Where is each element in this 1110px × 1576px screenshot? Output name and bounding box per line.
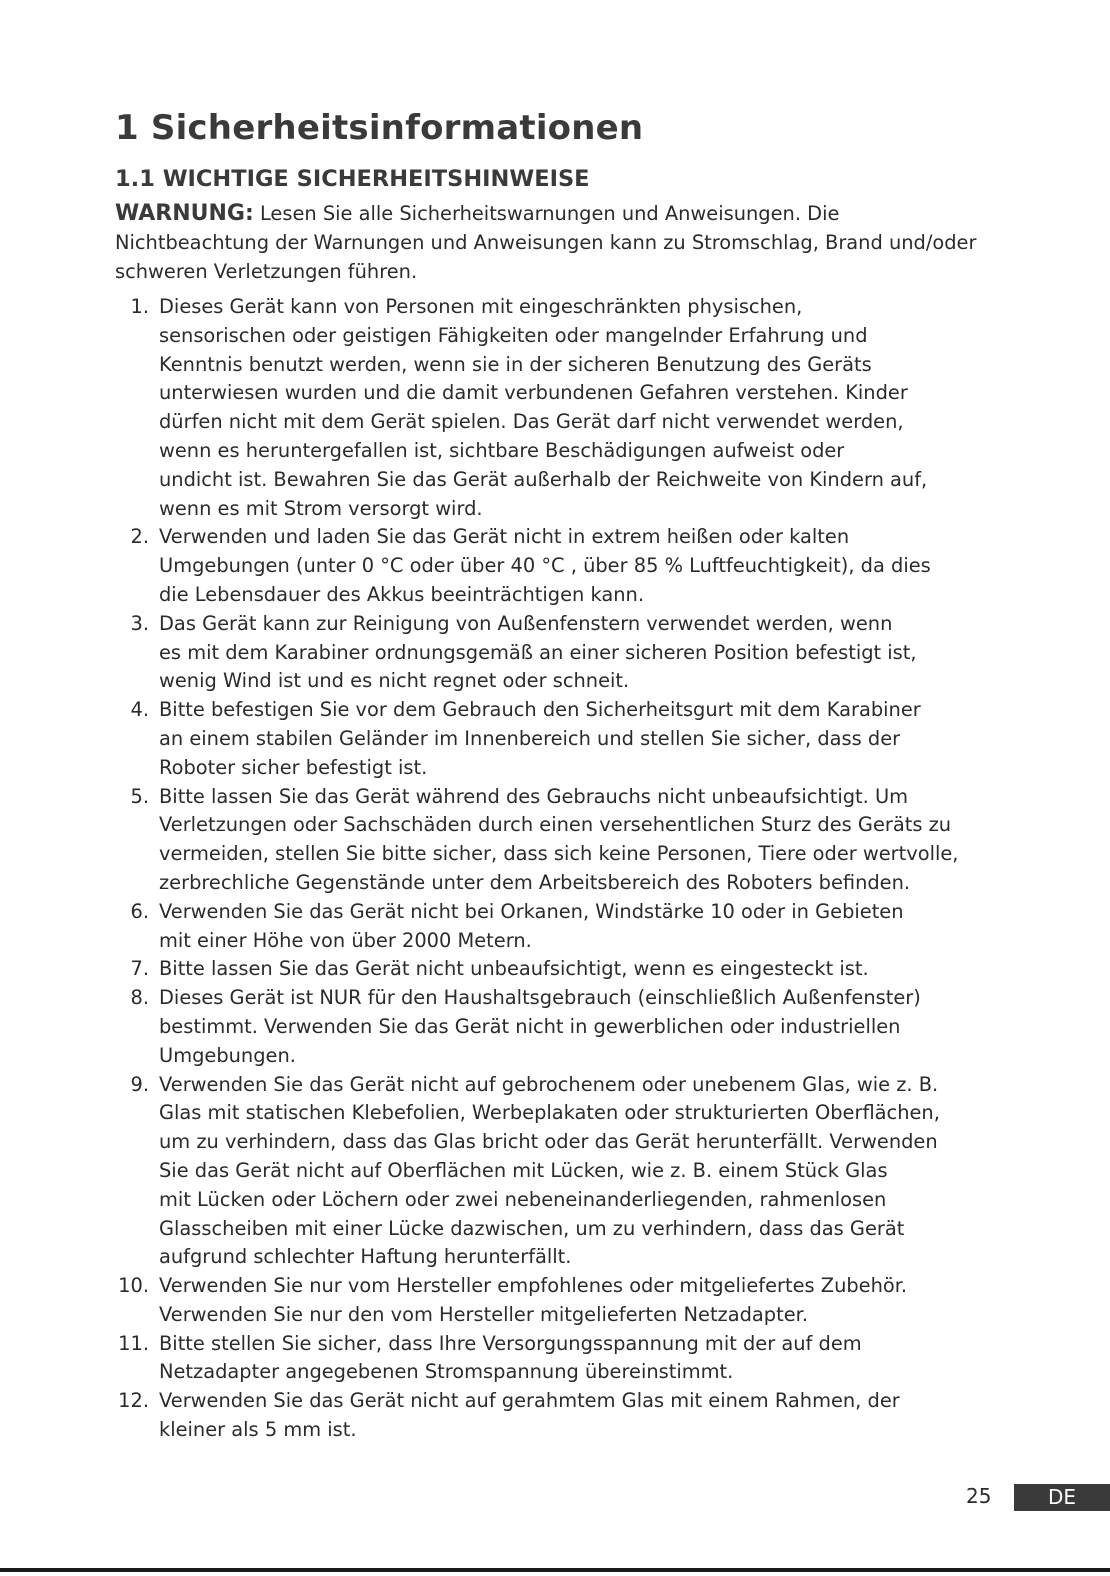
- list-item-line: kleiner als 5 mm ist.: [159, 1418, 357, 1442]
- list-item-line: Verwenden Sie nur vom Hersteller empfohlenes oder mitgeliefertes Zubehör.: [159, 1274, 908, 1298]
- list-item-line: Bitte befestigen Sie vor dem Gebrauch den Sicherheitsgurt mit dem Karabiner: [159, 698, 921, 722]
- list-item-line: Verwenden Sie das Gerät nicht bei Orkanen, Windstärke 10 oder in Gebieten: [159, 899, 904, 923]
- list-item: [115, 293, 1015, 523]
- list-item-line: mit Lücken oder Löchern oder zwei nebeneinanderliegenden, rahmenlosen: [159, 1187, 887, 1211]
- list-item-line: zerbrechliche Gegenstände unter dem Arbeitsbereich des Roboters befinden.: [159, 870, 911, 894]
- list-item-line: Bitte lassen Sie das Gerät nicht unbeaufsichtigt, wenn es eingesteckt ist.: [159, 957, 869, 981]
- list-item-line: wenn es mit Strom versorgt wird.: [159, 496, 483, 520]
- list-item-line: bestimmt. Verwenden Sie das Gerät nicht in gewerblichen oder industriellen: [159, 1014, 901, 1038]
- list-item: [115, 1272, 1015, 1330]
- warning-paragraph: [115, 199, 985, 286]
- list-item: [115, 523, 1015, 609]
- list-item-line: Das Gerät kann zur Reinigung von Außenfenstern verwendet werden, wenn: [159, 611, 893, 635]
- list-item-line: mit einer Höhe von über 2000 Metern.: [159, 928, 532, 952]
- list-item: [115, 955, 1015, 984]
- warning-label: WARNUNG:: [115, 201, 254, 226]
- list-item-number: 7.: [130, 957, 149, 981]
- list-item-line: die Lebensdauer des Akkus beeinträchtigen kann.: [159, 582, 644, 606]
- list-item-line: an einem stabilen Geländer im Innenbereich und stellen Sie sicher, dass der: [159, 726, 901, 750]
- list-item-line: Kenntnis benutzt werden, wenn sie in der sicheren Benutzung des Geräts: [159, 352, 872, 376]
- list-item-number: 12.: [118, 1389, 149, 1413]
- list-item-number: 9.: [130, 1072, 149, 1096]
- list-item-line: Roboter sicher befestigt ist.: [159, 755, 428, 779]
- list-item-line: wenn es heruntergefallen ist, sichtbare Beschädigungen aufweist oder: [159, 438, 845, 462]
- list-item-line: Glasscheiben mit einer Lücke dazwischen, um zu verhindern, dass das Gerät: [159, 1216, 905, 1240]
- list-item-line: Bitte stellen Sie sicher, dass Ihre Versorgungsspannung mit der auf dem: [159, 1331, 862, 1355]
- list-item-number: 3.: [130, 611, 149, 635]
- list-item-line: undicht ist. Bewahren Sie das Gerät außerhalb der Reichweite von Kindern auf,: [159, 467, 928, 491]
- list-item-number: 5.: [130, 784, 149, 808]
- list-item-line: vermeiden, stellen Sie bitte sicher, dass sich keine Personen, Tiere oder wertvolle,: [159, 842, 959, 866]
- list-item-line: Netzadapter angegebenen Stromspannung übereinstimmt.: [159, 1360, 734, 1384]
- list-item-line: unterwiesen wurden und die damit verbundenen Gefahren verstehen. Kinder: [159, 381, 908, 405]
- list-item-line: Dieses Gerät ist NUR für den Haushaltsgebrauch (einschließlich Außenfenster): [159, 986, 921, 1010]
- section-heading: 1.1 WICHTIGE SICHERHEITSHINWEISE: [115, 166, 590, 192]
- page-title: 1 Sicherheitsinformationen: [115, 108, 644, 148]
- list-item-line: es mit dem Karabiner ordnungsgemäß an einer sicheren Position befestigt ist,: [159, 640, 917, 664]
- list-item: [115, 696, 1015, 782]
- list-item-line: Verletzungen oder Sachschäden durch einen versehentlichen Sturz des Geräts zu: [159, 813, 952, 837]
- list-item-line: Bitte lassen Sie das Gerät während des Gebrauchs nicht unbeaufsichtigt. Um: [159, 784, 909, 808]
- list-item-number: 2.: [130, 525, 149, 549]
- list-item-line: Verwenden Sie das Gerät nicht auf gerahmtem Glas mit einem Rahmen, der: [159, 1389, 900, 1413]
- list-item-number: 11.: [118, 1331, 149, 1355]
- warning-text: Lesen Sie alle Sicherheitswarnungen und Anweisungen. Die Nichtbeachtung der Warnungen und Anweisungen kann zu Stromschlag, Brand und/oder schweren Verletzungen führen.: [115, 202, 977, 283]
- list-item-line: Dieses Gerät kann von Personen mit eingeschränkten physischen,: [159, 295, 803, 318]
- list-item-number: 6.: [130, 899, 149, 923]
- list-item-line: wenig Wind ist und es nicht regnet oder schneit.: [159, 669, 630, 693]
- list-item-line: Glas mit statischen Klebefolien, Werbeplakaten oder strukturierten Oberflächen,: [159, 1101, 940, 1125]
- list-item-line: aufgrund schlechter Haftung herunterfällt.: [159, 1245, 572, 1269]
- list-item-number: 10.: [118, 1274, 149, 1298]
- bottom-rule: [0, 1568, 1110, 1572]
- list-item-line: Verwenden und laden Sie das Gerät nicht in extrem heißen oder kalten: [159, 525, 850, 549]
- list-item: [115, 783, 1015, 898]
- list-item-line: um zu verhindern, dass das Glas bricht oder das Gerät herunterfällt. Verwenden: [159, 1130, 938, 1154]
- list-item-number: 1.: [130, 295, 149, 318]
- list-item-line: Umgebungen.: [159, 1043, 296, 1067]
- list-item: [115, 984, 1015, 1070]
- safety-instructions-list: [115, 293, 1015, 1445]
- list-item-number: 8.: [130, 986, 149, 1010]
- language-tab: DE: [1014, 1484, 1110, 1511]
- list-item-line: Umgebungen (unter 0 °C oder über 40 °C , über 85 % Luftfeuchtigkeit), da dies: [159, 554, 931, 578]
- list-item: [115, 898, 1015, 956]
- list-item: [115, 610, 1015, 696]
- list-item-line: Verwenden Sie das Gerät nicht auf gebrochenem oder unebenem Glas, wie z. B.: [159, 1072, 939, 1096]
- list-item-line: Verwenden Sie nur den vom Hersteller mitgelieferten Netzadapter.: [159, 1302, 808, 1326]
- list-item-line: Sie das Gerät nicht auf Oberflächen mit Lücken, wie z. B. einem Stück Glas: [159, 1158, 888, 1182]
- page-number: 25: [966, 1484, 992, 1508]
- list-item-line: dürfen nicht mit dem Gerät spielen. Das Gerät darf nicht verwendet werden,: [159, 410, 904, 434]
- list-item-number: 4.: [130, 698, 149, 722]
- list-item: [115, 1387, 1015, 1445]
- list-item: [115, 1071, 1015, 1273]
- list-item-line: sensorischen oder geistigen Fähigkeiten oder mangelnder Erfahrung und: [159, 323, 868, 347]
- list-item: [115, 1330, 1015, 1388]
